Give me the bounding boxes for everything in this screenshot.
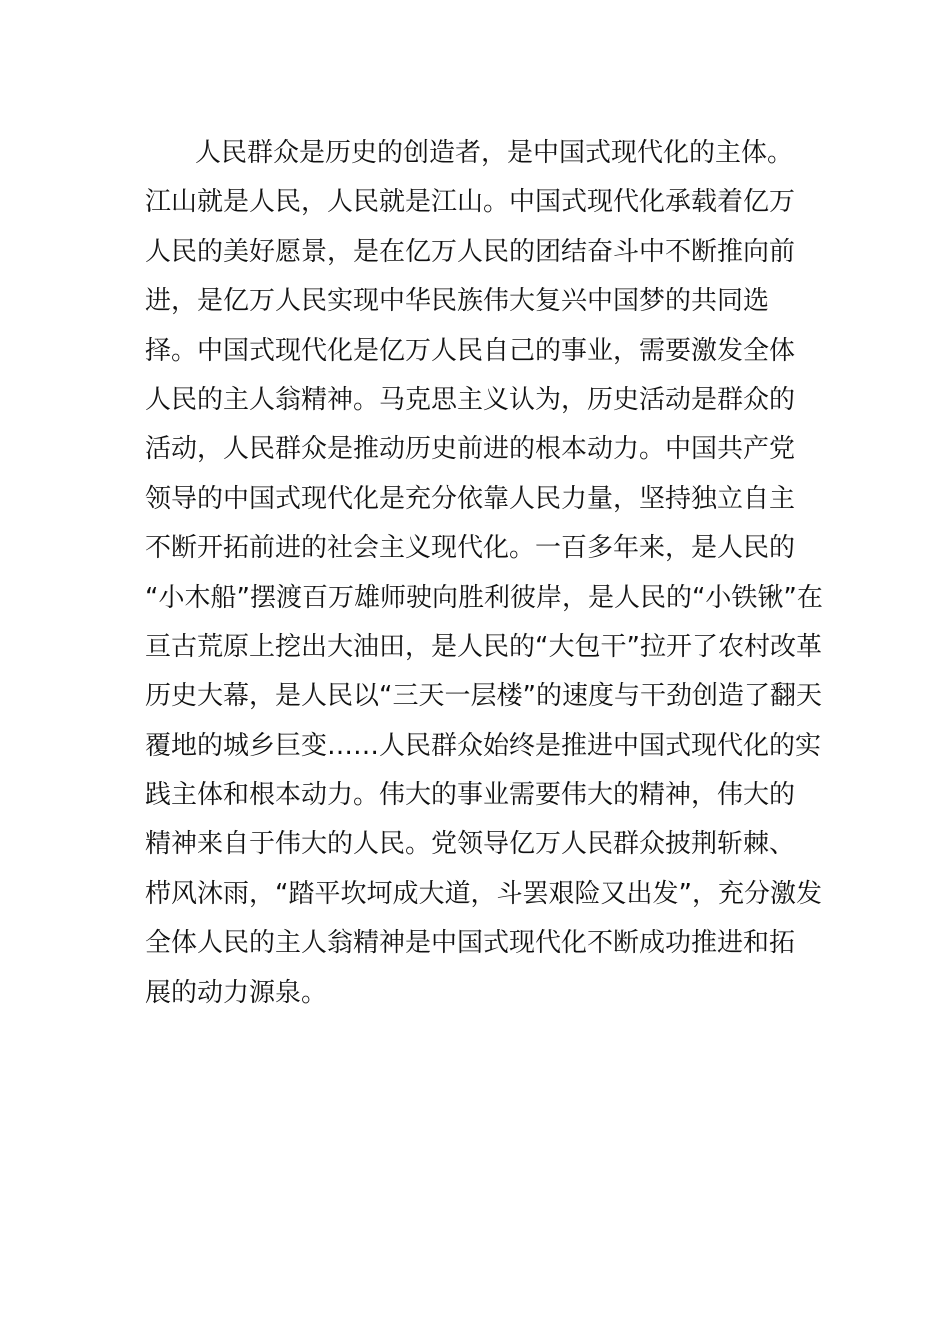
paragraph-line: 人民群众是历史的创造者，是中国式现代化的主体。 [195,138,794,168]
paragraph-line: 展的动力源泉。 [145,977,328,1008]
body-paragraph [145,129,823,1018]
paragraph-line: 栉风沐雨，“踏平坎坷成大道，斗罢艰险又出发”，充分激发 [145,878,822,909]
paragraph-line: “小木船”摆渡百万雄师驶向胜利彼岸，是人民的“小铁锹”在 [145,582,823,613]
paragraph-line: 精神来自于伟大的人民。党领导亿万人民群众披荆斩棘、 [145,829,796,860]
paragraph-line: 践主体和根本动力。伟大的事业需要伟大的精神，伟大的 [145,780,796,811]
paragraph-line: 亘古荒原上挖出大油田，是人民的“大包干”拉开了农村改革 [145,631,822,662]
paragraph-line: 覆地的城乡巨变……人民群众始终是推进中国式现代化的实 [145,730,822,761]
paragraph-line: 活动，人民群众是推动历史前进的根本动力。中国共产党 [145,434,796,465]
paragraph-line: 江山就是人民，人民就是江山。中国式现代化承载着亿万 [145,187,796,218]
paragraph-line: 不断开拓前进的社会主义现代化。一百多年来，是人民的 [145,533,796,564]
paragraph-line: 全体人民的主人翁精神是中国式现代化不断成功推进和拓 [145,928,796,959]
paragraph-line: 进，是亿万人民实现中华民族伟大复兴中国梦的共同选 [145,286,770,317]
paragraph-line: 历史大幕，是人民以“三天一层楼”的速度与干劲创造了翻天 [145,681,822,712]
paragraph-line: 人民的美好愿景，是在亿万人民的团结奋斗中不断推向前 [145,236,796,267]
paragraph-line: 择。中国式现代化是亿万人民自己的事业，需要激发全体 [145,335,796,366]
paragraph-line: 人民的主人翁精神。马克思主义认为，历史活动是群众的 [145,384,796,415]
paragraph-line: 领导的中国式现代化是充分依靠人民力量，坚持独立自主 [145,483,796,514]
